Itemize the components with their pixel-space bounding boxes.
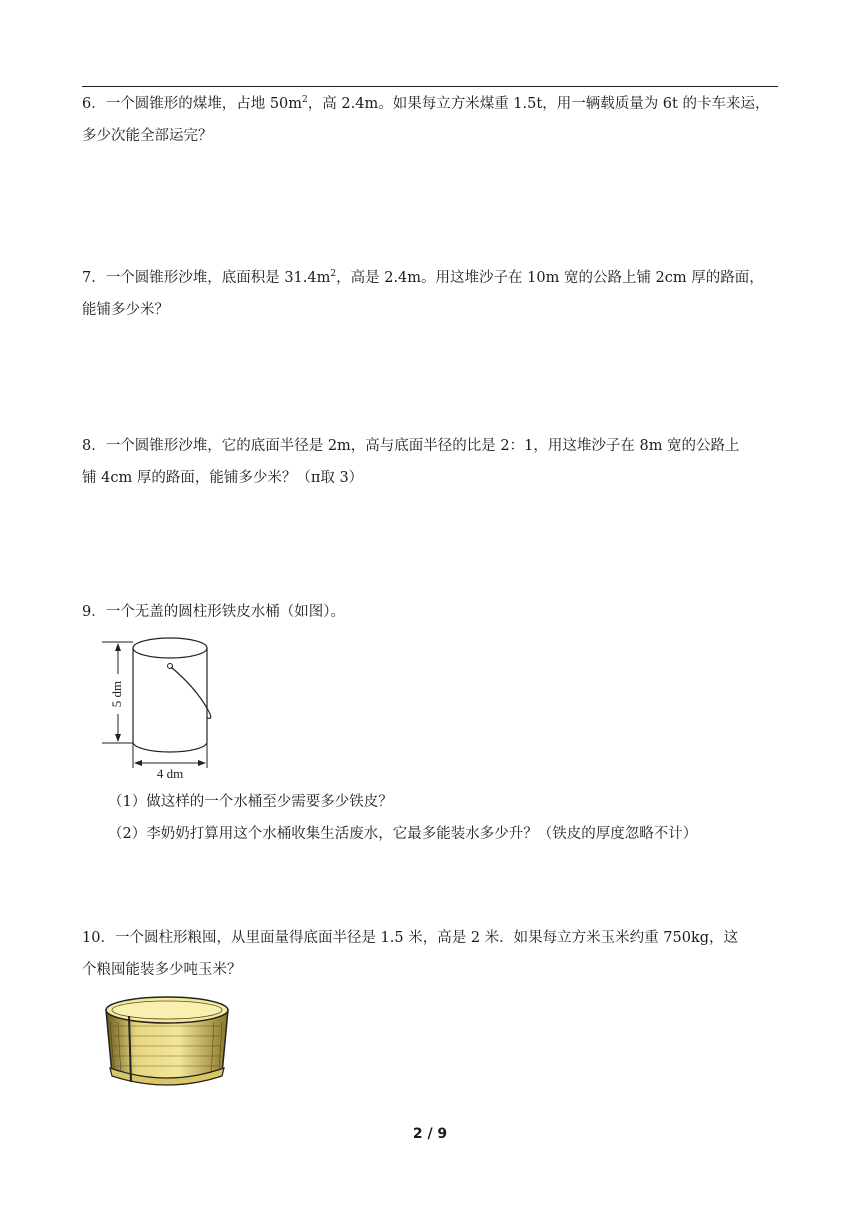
question-7-line-2: 能铺多少米？	[82, 302, 169, 318]
question-6-line-2: 多少次能全部运完？	[82, 128, 213, 144]
header-rule	[82, 86, 778, 87]
question-9-line-1: 9．一个无盖的圆柱形铁皮水桶（如图）。	[82, 604, 345, 620]
question-9	[82, 596, 782, 628]
question-10-line-2: 个粮囤能装多少吨玉米？	[82, 962, 242, 978]
question-7-line-1: 7．一个圆锥形沙堆，底面积是 $31.4m^2$，高是 2.4m。用这堆沙子在 10m 宽的公路上铺 2cm 厚的路面，	[82, 269, 764, 286]
question-7	[82, 262, 782, 326]
width-label: 4 dm	[156, 766, 184, 781]
question-6-line-1: 6．一个圆锥形的煤堆，占地 $50m^2$，高 2.4m。如果每立方米煤重 1.5t，用一辆载质量为 6t 的卡车来运，	[82, 95, 770, 112]
question-8-line-2: 铺 4cm 厚的路面，能铺多少米？（π取 3）	[82, 470, 364, 486]
question-8	[82, 430, 782, 494]
question-9-part-1: （1）做这样的一个水桶至少需要多少铁皮？	[108, 794, 393, 810]
granary-figure	[100, 992, 234, 1092]
question-8-line-1: 8．一个圆锥形沙堆，它的底面半径是 2m，高与底面半径的比是 2：1，用这堆沙子在 8m 宽的公路上	[82, 438, 740, 454]
question-6	[82, 88, 782, 152]
question-10-line-1: 10．一个圆柱形粮囤，从里面量得底面半径是 1.5 米，高是 2 米．如果每立方米玉米约重 750kg，这	[82, 930, 739, 946]
bucket-figure	[96, 630, 226, 782]
height-label: 5 dm	[108, 680, 124, 708]
page-number: 2 / 9	[412, 1126, 448, 1142]
question-9-part-2: （2）李奶奶打算用这个水桶收集生活废水，它最多能装水多少升？（铁皮的厚度忽略不计）	[108, 826, 698, 842]
question-10	[82, 922, 782, 986]
